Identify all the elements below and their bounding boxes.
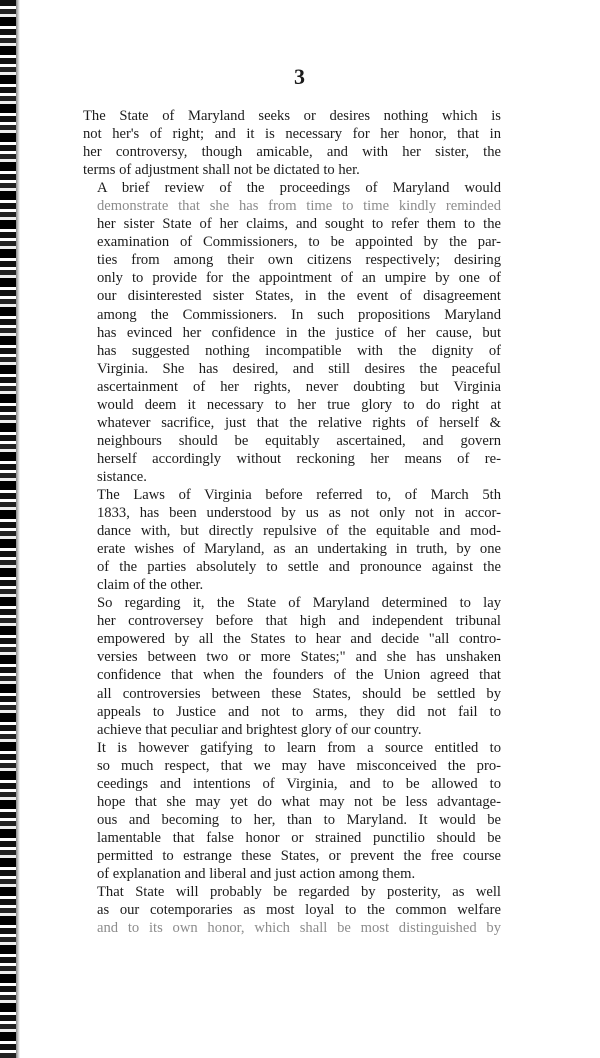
- text-line: only to provide for the appointment of an umpire by one of: [97, 270, 501, 287]
- text-line: ous and becoming to her, than to Maryland. It would be: [97, 811, 501, 828]
- text-line: has suggested nothing incompatible with the dignity of: [97, 342, 501, 359]
- text-line-faded: demonstrate that she has from time to time kindly reminded: [97, 198, 501, 215]
- text-line: ascertainment of her rights, never doubting but Virginia: [97, 378, 501, 395]
- paragraph-3: [83, 486, 501, 594]
- paragraph-4: [83, 594, 501, 738]
- text-line: lamentable that false honor or strained punctilio should be: [97, 829, 501, 846]
- text-line: terms of adjustment shall not be dictated to her.: [83, 162, 360, 179]
- text-line: her controversy, though amicable, and with her sister, the: [83, 144, 501, 161]
- binding-shadow: [16, 0, 20, 1058]
- text-line: ties from among their own citizens respectively; desiring: [97, 252, 501, 269]
- text-line: Virginia. She has desired, and still desires the peaceful: [97, 360, 501, 377]
- text-line: herself accordingly without reckoning her means of re-: [97, 450, 501, 467]
- text-line: among the Commissioners. In such propositions Maryland: [97, 306, 501, 323]
- text-line: all controversies between these States, should be settled by: [97, 685, 501, 702]
- text-line: hope that she may yet do what may not be less advantage-: [97, 793, 501, 810]
- document-body: [83, 107, 501, 937]
- text-line: neighbours should be equitably ascertained, and govern: [97, 432, 501, 449]
- paragraph-5: [83, 739, 501, 883]
- page-binding-edge: [0, 0, 16, 1058]
- text-line: as our cotemporaries as most loyal to the common welfare: [97, 902, 501, 919]
- text-line: versies between two or more States;" and she has unshaken: [97, 649, 501, 666]
- text-line: dance with, but directly repulsive of the equitable and mod-: [97, 523, 501, 540]
- text-line: her controversey before that high and independent tribunal: [97, 613, 501, 630]
- text-line: A brief review of the proceedings of Maryland would: [97, 180, 501, 197]
- text-line: permitted to estrange these States, or prevent the free course: [97, 847, 501, 864]
- text-line: would deem it necessary to her true glory to do right at: [97, 396, 501, 413]
- text-line: ceedings and intentions of Virginia, and to be allowed to: [97, 775, 501, 792]
- text-line: achieve that peculiar and brightest glory of our country.: [97, 721, 422, 738]
- paragraph-1: [83, 107, 501, 179]
- text-line: confidence that when the founders of the Union agreed that: [97, 667, 501, 684]
- text-line: so much respect, that we may have misconceived the pro-: [97, 757, 501, 774]
- text-line: erate wishes of Maryland, as an undertaking in truth, by one: [97, 541, 501, 558]
- text-line: That State will probably be regarded by posterity, as well: [97, 884, 501, 901]
- text-line: The Laws of Virginia before referred to, of March 5th: [97, 486, 501, 503]
- text-line: of the parties absolutely to settle and pronounce against the: [97, 559, 501, 576]
- text-line: of explanation and liberal and just action among them.: [97, 865, 416, 882]
- text-line: not her's of right; and it is necessary for her honor, that in: [83, 126, 501, 143]
- text-line: sistance.: [97, 468, 147, 485]
- text-line: whatever sacrifice, just that the relative rights of herself &: [97, 414, 501, 431]
- text-line: So regarding it, the State of Maryland determined to lay: [97, 595, 501, 612]
- text-line: has evinced her confidence in the justice of her cause, but: [97, 324, 501, 341]
- text-line: claim of the other.: [97, 577, 204, 594]
- text-line: our disinterested sister States, in the event of disagreement: [97, 288, 501, 305]
- text-line-faded: and to its own honor, which shall be most distinguished by: [97, 920, 501, 937]
- paragraph-6: [83, 883, 501, 937]
- text-line: It is however gatifying to learn from a source entitled to: [97, 739, 501, 756]
- page-number: 3: [294, 64, 306, 89]
- text-line: The State of Maryland seeks or desires nothing which is: [83, 108, 501, 124]
- text-line: empowered by all the States to hear and decide "all contro-: [97, 631, 501, 648]
- text-line: 1833, has been understood by us as not only not in accor-: [97, 505, 501, 522]
- text-line: examination of Commissioners, to be appointed by the par-: [97, 234, 501, 251]
- text-line: appeals to Justice and not to arms, they did not fail to: [97, 703, 501, 720]
- text-line: her sister State of her claims, and sought to refer them to the: [97, 216, 501, 233]
- paragraph-2: [83, 179, 501, 486]
